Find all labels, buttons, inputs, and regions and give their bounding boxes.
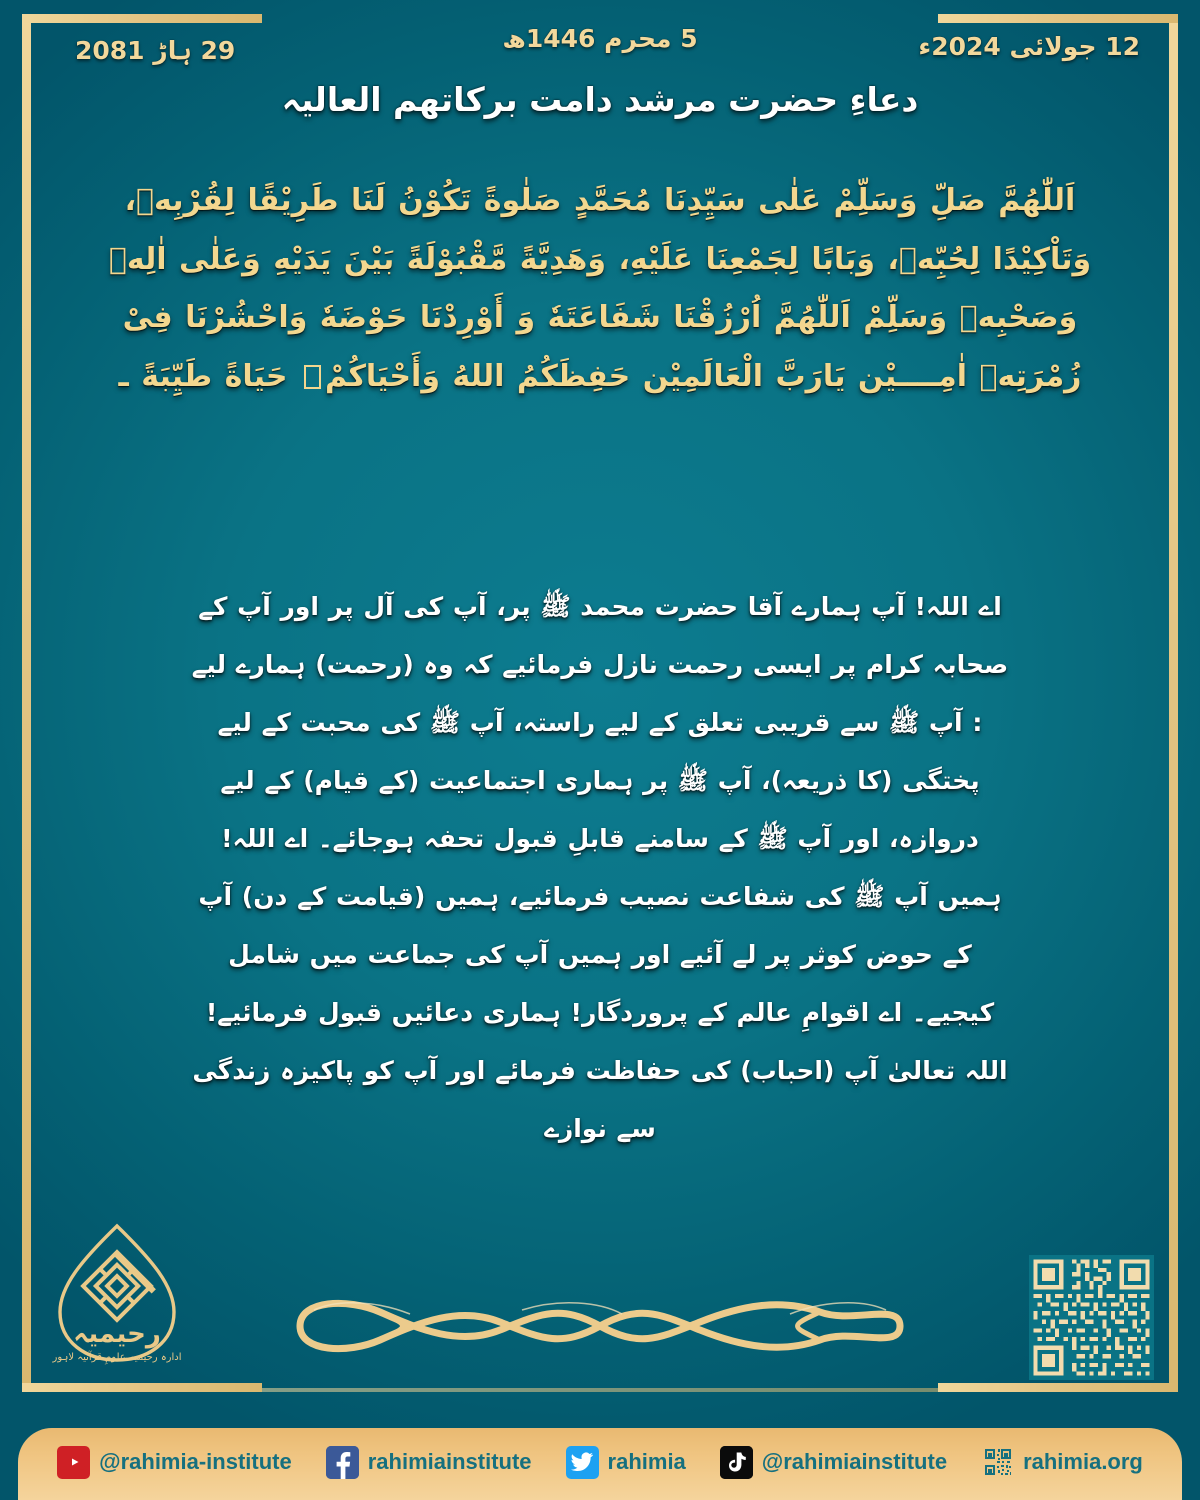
frame-bottom-right-rule xyxy=(938,1383,1178,1392)
frame-top-left-rule xyxy=(22,14,262,23)
social-link-facebook[interactable] xyxy=(326,1446,532,1479)
date-gregorian: 12 جولائی 2024ء xyxy=(918,32,1140,61)
dua-urdu-translation: اے اللہ! آپ ہمارے آقا حضرت محمد ﷺ پر، آپ کی آل پر اور آپ کے صحابہ کرام پر ایسی رحمت نازل فرمائیے کہ وہ (رحمت) ہمارے لیے : آپ ﷺ سے قریبی تعلق کے لیے راستہ، آپ ﷺ کی محبت کے لیے پختگی (کا ذریعہ)، آپ ﷺ پر ہماری اجتماعیت (کے قیام) کے لیے دروازہ، اور آپ ﷺ کے سامنے قابلِ قبول تحفہ ہوجائے۔ اے اللہ! ہمیں آپ ﷺ کی شفاعت نصیب فرمائیے، ہمیں (قیامت کے دن) آپ کے حوض کوثر پر لے آئیے اور ہمیں آپ کی جماعت میں شامل کیجیے۔ اے اقوامِ عالم کے پروردگار! ہماری دعائیں قبول فرمائیے! اللہ تعالیٰ آپ (احباب) کی حفاظت فرمائے اور آپ کو پاکیزہ زندگی سے نوازے xyxy=(191,592,1009,1143)
social-link-youtube[interactable] xyxy=(57,1446,292,1479)
social-footer-bar xyxy=(18,1428,1182,1500)
website-icon xyxy=(981,1446,1014,1479)
qr-code[interactable] xyxy=(1029,1255,1154,1380)
facebook-handle: rahimiainstitute xyxy=(367,1449,532,1474)
date-bikrami: 29 ہاڑ 2081 xyxy=(75,36,236,65)
dua-arabic-body: اَللّٰهُمَّ صَلِّ وَسَلِّمْ عَلٰى سَيِّدِنَا مُحَمَّدٍ صَلٰوةً تَكُوْنُ لَنَا طَرِيْقًا لِقُرْبِهٖ، وَتَاْكِيْدًا لِحُبِّهٖ، وَبَابًا لِجَمْعِنَا عَلَيْهِ، وَهَدِيَّةً مَّقْبُوْلَةً بَيْنَ يَدَيْهِ وَعَلٰى اٰلِهٖ وَصَحْبِهٖ وَسَلِّمْ اَللّٰهُمَّ اُرْزُقْنَا شَفَاعَتَهٗ وَ أَوْرِدْنَا حَوْضَهٗ وَاحْشُرْنَا فِىْ زُمْرَتِهٖ اٰمِــــيْن يَارَبَّ الْعَالَمِيْن حَفِظَكُمُ اللهُ وَأَحْيَاكُمْ xyxy=(108,183,1092,394)
social-footer xyxy=(0,1408,1200,1500)
svg-text:ادارہ رحیمیہ علومِ قرآنیہ لاہو: ادارہ رحیمیہ علومِ قرآنیہ لاہور xyxy=(52,1352,182,1363)
dua-arabic-tail: حَيَاةً طَيِّبَةً ـ xyxy=(118,358,288,394)
frame-right-rule xyxy=(1169,14,1178,1392)
frame-top-right-rule xyxy=(938,14,1178,23)
twitter-handle: rahimia xyxy=(607,1449,686,1474)
tiktok-icon xyxy=(720,1446,753,1479)
dua-arabic-text xyxy=(108,172,1092,406)
svg-text:رحیمیہ: رحیمیہ xyxy=(73,1319,161,1349)
page-title: دعاءِ حضرت مرشد دامت بركاتهم العاليہ xyxy=(281,80,919,119)
twitter-icon xyxy=(566,1446,599,1479)
facebook-icon xyxy=(326,1446,359,1479)
youtube-icon xyxy=(57,1446,90,1479)
rahimia-logo xyxy=(52,1220,182,1380)
date-hijri: 5 محرم 1446ھ xyxy=(502,24,698,53)
missing-glyph-box xyxy=(304,365,321,389)
website-handle: rahimia.org xyxy=(1023,1449,1143,1474)
ornamental-flourish xyxy=(270,1280,930,1372)
social-link-twitter[interactable] xyxy=(566,1446,686,1479)
social-link-tiktok[interactable] xyxy=(720,1446,947,1479)
tiktok-handle: @rahimiainstitute xyxy=(761,1449,948,1474)
frame-left-rule xyxy=(22,14,31,1392)
social-link-website[interactable] xyxy=(981,1446,1143,1479)
youtube-handle: @rahimia-institute xyxy=(99,1449,292,1474)
frame-bottom-left-rule xyxy=(22,1383,262,1392)
frame-bottom-mid-rule xyxy=(262,1388,938,1392)
